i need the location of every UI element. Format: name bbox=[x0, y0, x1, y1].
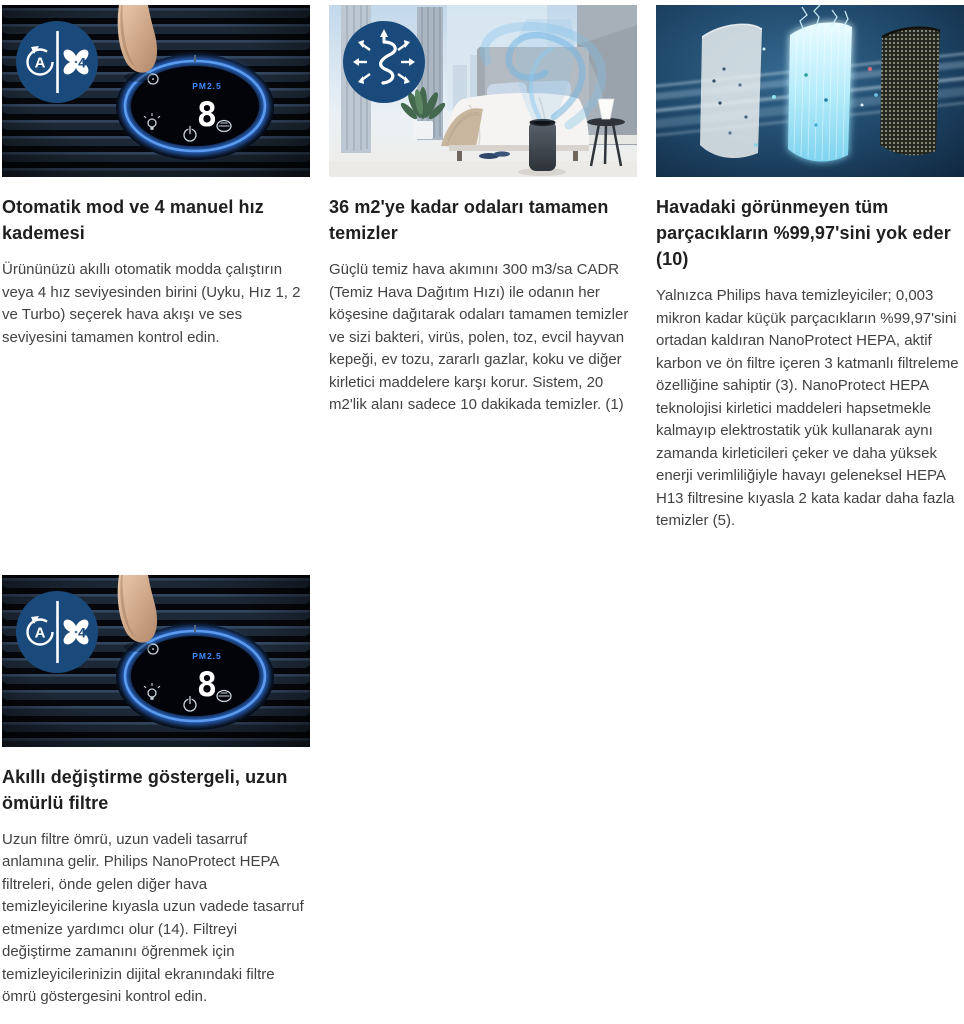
feature-image-bedroom-airflow bbox=[329, 5, 637, 177]
feature-description: Güçlü temiz hava akımını 300 m3/sa CADR (Temiz Hava Dağıtım Hızı) ile odanın her köşesine dağıtarak odaları tamamen temizler ve sizi bakteri, virüs, polen, toz, evcil hayvan kepeği, ev tozu, zararlı gazlar, koku ve diğer kirletici maddelere karşı korur. Sistem, 20 m2'lik alanı sadece 10 dakikada temizler. (1) bbox=[329, 261, 629, 413]
feature-title: Akıllı değiştirme göstergeli, uzun ömürlü filtre bbox=[2, 766, 288, 813]
feature-image-control-panel bbox=[2, 575, 310, 747]
feature-description: Uzun filtre ömrü, uzun vadeli tasarruf anlamına gelir. Philips NanoProtect HEPA filtreleri, önde gelen diğer hava temizleyicilerine kıyasla uzun vadede tasarruf etmenize yardımcı olur (14). Filtreyi değiştirme zamanını öğrenmek için temizleyicilerinizin dijital ekranındaki filtre ömrü göstergesini kontrol edin. bbox=[2, 830, 304, 1005]
feature-card-filter-life bbox=[2, 575, 310, 1009]
feature-card-room-coverage bbox=[329, 5, 637, 533]
feature-image-control-panel bbox=[2, 5, 310, 177]
feature-description: Ürününüzü akıllı otomatik modda çalıştırın veya 4 hız seviyesinden birini (Uyku, Hız 1, 2 ve Turbo) seçerek hava akışı ve ses seviyesini tamamen kontrol edin. bbox=[2, 261, 301, 346]
feature-card-auto-mode bbox=[2, 5, 310, 533]
feature-card-particle-removal bbox=[656, 5, 964, 533]
feature-description: Yalnızca Philips hava temizleyiciler; 0,003 mikron kadar küçük parçacıkların %99,97'sini ortadan kaldıran NanoProtect HEPA, aktif karbon ve ön filtre içeren 3 katmanlı filtreleme özelliğine sahiptir (3). NanoProtect HEPA teknolojisi kirletici maddeleri hapsetmekle kalmayıp elektrostatik yük kullanarak aynı zamanda kirleticileri çeker ve daha yüksek enerji verimliliğiyle havayı geleneksel HEPA H13 filtresine kıyasla 2 kata kadar daha fazla temizler (5). bbox=[656, 287, 959, 529]
feature-title: Havadaki görünmeyen tüm parçacıkların %99,97'sini yok eder (10) bbox=[656, 197, 951, 269]
feature-title: 36 m2'ye kadar odaları tamamen temizler bbox=[329, 197, 609, 243]
feature-title: Otomatik mod ve 4 manuel hız kademesi bbox=[2, 197, 264, 243]
feature-image-filter-layers bbox=[656, 5, 964, 177]
